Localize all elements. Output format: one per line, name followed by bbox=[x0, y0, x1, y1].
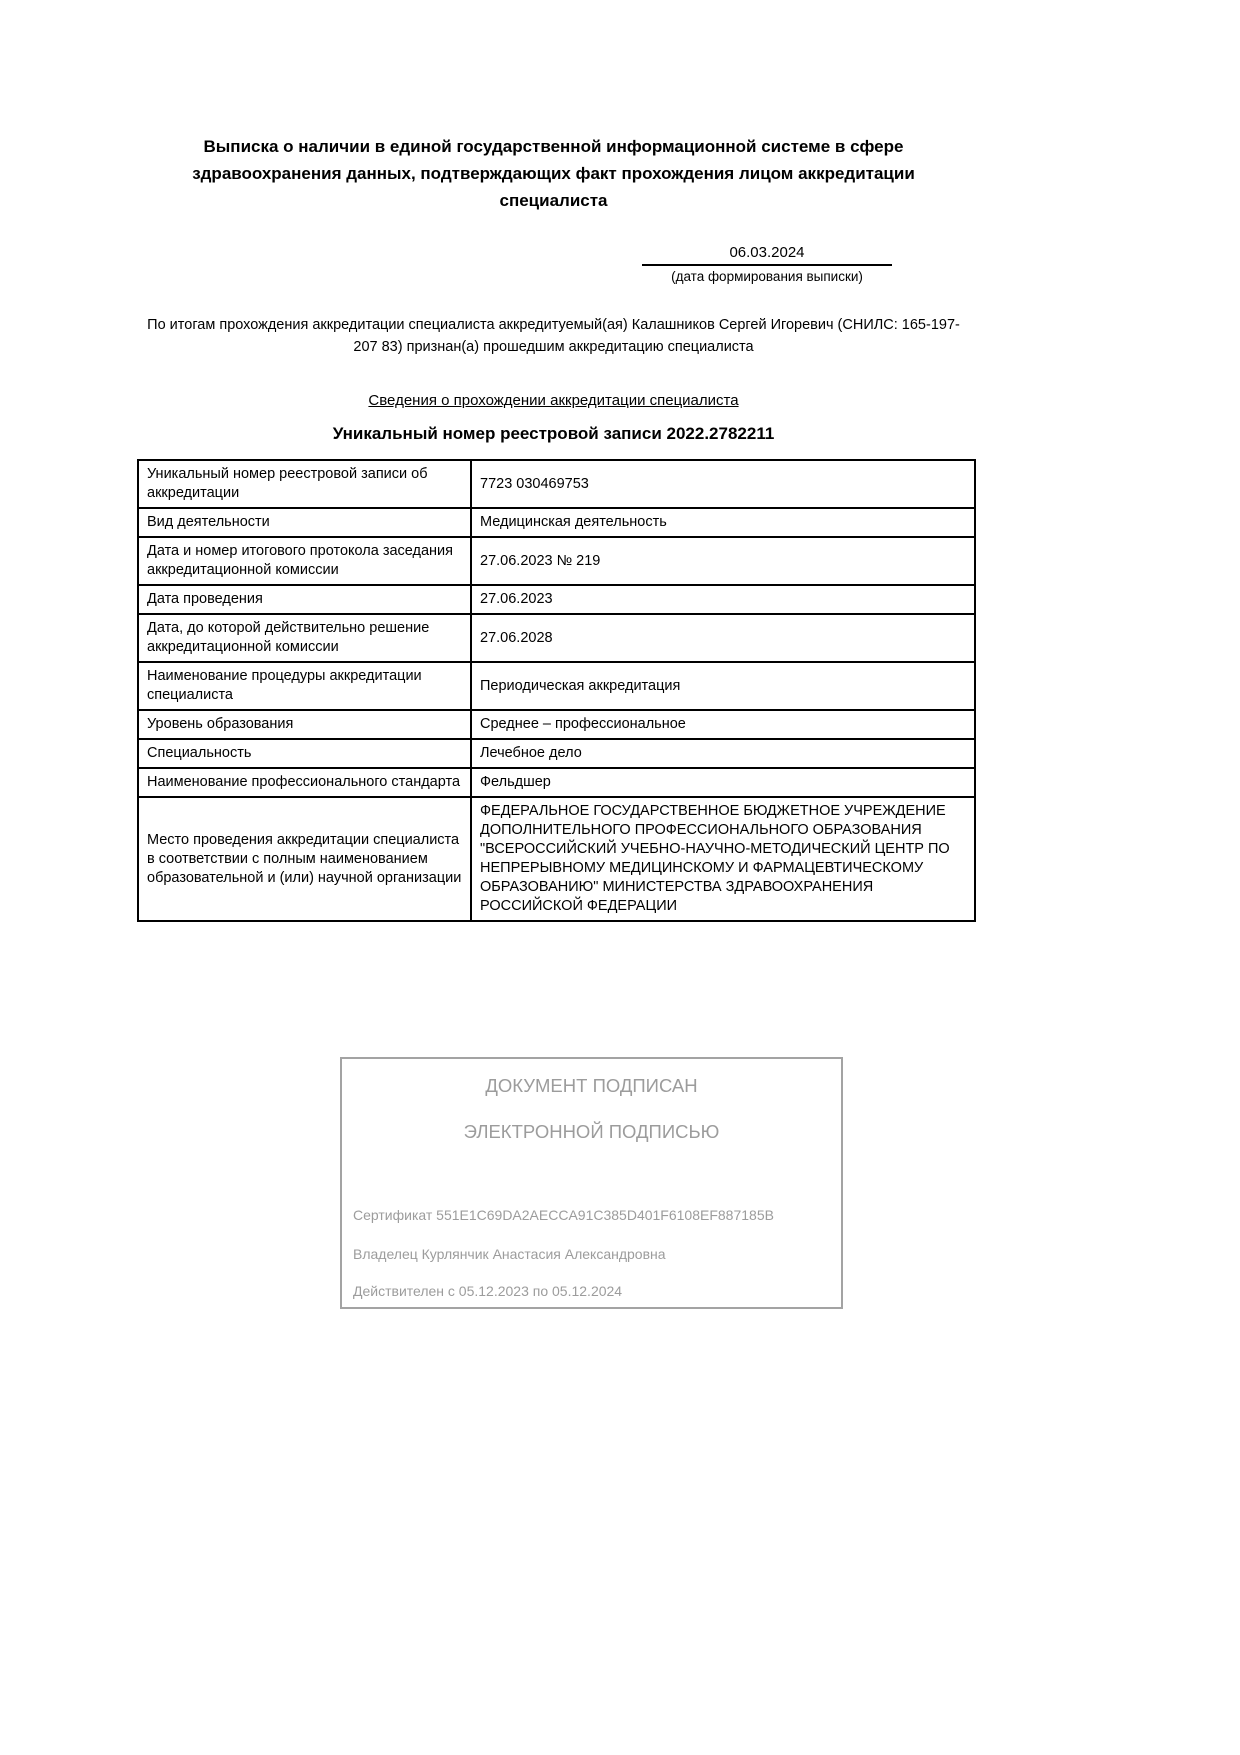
extract-date-caption: (дата формирования выписки) bbox=[671, 269, 863, 284]
row-value: 7723 030469753 bbox=[471, 460, 975, 508]
table-row bbox=[138, 614, 975, 662]
table-row bbox=[138, 460, 975, 508]
row-value: Фельдшер bbox=[471, 768, 975, 797]
signature-heading-line2: ЭЛЕКТРОННОЙ ПОДПИСЬЮ bbox=[463, 1121, 720, 1142]
signature-heading-line1: ДОКУМЕНТ ПОДПИСАН bbox=[485, 1075, 698, 1096]
row-value: Среднее – профессиональное bbox=[471, 710, 975, 739]
row-label: Дата проведения bbox=[138, 585, 471, 614]
row-label: Уровень образования bbox=[138, 710, 471, 739]
accreditation-details-table bbox=[137, 459, 976, 922]
electronic-signature-stamp bbox=[340, 1057, 843, 1309]
section-heading: Сведения о прохождении аккредитации специалиста bbox=[368, 392, 739, 409]
row-label: Специальность bbox=[138, 739, 471, 768]
row-value: Медицинская деятельность bbox=[471, 508, 975, 537]
row-value: Периодическая аккредитация bbox=[471, 662, 975, 710]
table-row bbox=[138, 768, 975, 797]
row-label: Наименование процедуры аккредитации специалиста bbox=[138, 662, 471, 710]
signature-validity: Действителен с 05.12.2023 по 05.12.2024 bbox=[353, 1283, 623, 1299]
extract-date: 06.03.2024 bbox=[642, 244, 892, 266]
row-value: 27.06.2028 bbox=[471, 614, 975, 662]
signature-owner: Владелец Курлянчик Анастасия Александровна bbox=[353, 1246, 666, 1262]
row-label: Уникальный номер реестровой записи об аккредитации bbox=[138, 460, 471, 508]
table-row bbox=[138, 739, 975, 768]
row-label: Дата и номер итогового протокола заседания аккредитационной комиссии bbox=[138, 537, 471, 585]
table-row bbox=[138, 797, 975, 921]
table-row bbox=[138, 585, 975, 614]
accreditation-table-body bbox=[138, 460, 975, 921]
signature-certificate: Сертификат 551E1C69DA2AECCA91C385D401F6108EF887185B bbox=[353, 1207, 774, 1223]
row-value: ФЕДЕРАЛЬНОЕ ГОСУДАРСТВЕННОЕ БЮДЖЕТНОЕ УЧРЕЖДЕНИЕ ДОПОЛНИТЕЛЬНОГО ПРОФЕССИОНАЛЬНОГО ОБРАЗОВАНИЯ "ВСЕРОССИЙСКИЙ УЧЕБНО-НАУЧНО-МЕТОДИЧЕСКИЙ ЦЕНТР ПО НЕПРЕРЫВНОМУ МЕДИЦИНСКОМУ И ФАРМАЦЕВТИЧЕСКОМУ ОБРАЗОВАНИЮ" МИНИСТЕРСТВА ЗДРАВООХРАНЕНИЯ РОССИЙСКОЙ ФЕДЕРАЦИИ bbox=[471, 797, 975, 921]
accreditation-summary-paragraph: По итогам прохождения аккредитации специалиста аккредитуемый(ая) Калашников Сергей Игоревич (СНИЛС: 165-197-207 83) признан(а) прошедшим аккредитацию специалиста bbox=[147, 317, 960, 355]
extract-date-block bbox=[642, 244, 892, 284]
row-value: Лечебное дело bbox=[471, 739, 975, 768]
row-value: 27.06.2023 bbox=[471, 585, 975, 614]
document-title: Выписка о наличии в единой государственной информационной системе в сфере здравоохранения данных, подтверждающих факт прохождения лицом аккредитации специалиста bbox=[192, 137, 915, 210]
row-label: Место проведения аккредитации специалиста в соответствии с полным наименованием образовательной и (или) научной организации bbox=[138, 797, 471, 921]
registry-record-heading: Уникальный номер реестровой записи 2022.2782211 bbox=[332, 424, 775, 443]
table-row bbox=[138, 537, 975, 585]
table-row bbox=[138, 662, 975, 710]
row-label: Вид деятельности bbox=[138, 508, 471, 537]
table-row bbox=[138, 508, 975, 537]
row-label: Дата, до которой действительно решение аккредитационной комиссии bbox=[138, 614, 471, 662]
row-value: 27.06.2023 № 219 bbox=[471, 537, 975, 585]
document-content bbox=[137, 0, 970, 1309]
table-row bbox=[138, 710, 975, 739]
row-label: Наименование профессионального стандарта bbox=[138, 768, 471, 797]
